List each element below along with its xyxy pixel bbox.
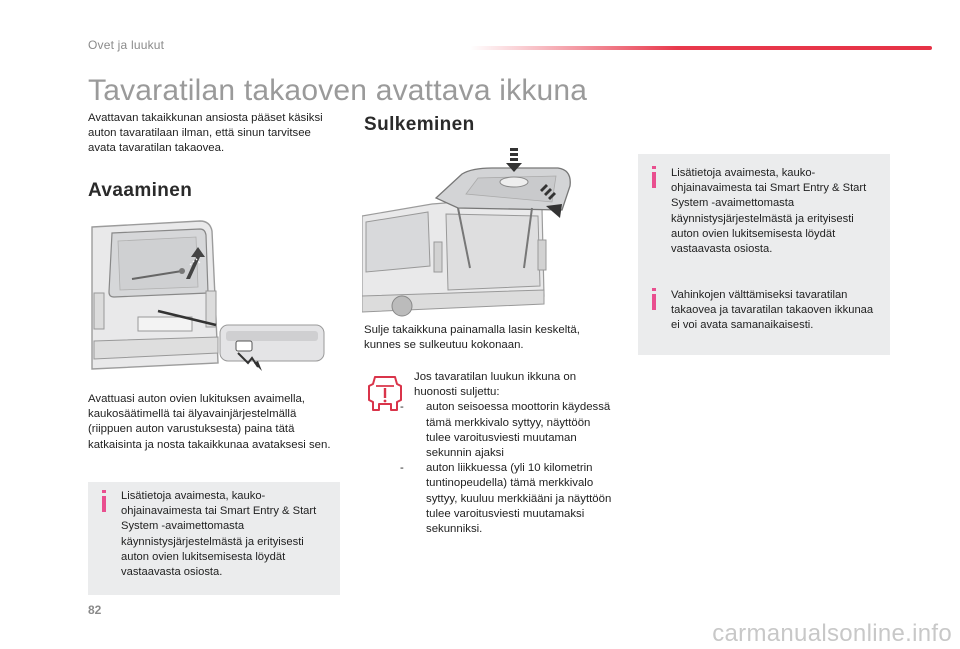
right-info-text-1: Lisätietoja avaimesta, kauko-ohjainavaimesta tai Smart Entry & Start System -avaimettomasta käynnistysjärjestelmästä ja erityisesti auton ovien lukitsemisesta löydät vastaavasta osiosta. xyxy=(671,167,867,256)
closing-warning xyxy=(400,370,620,537)
info-icon xyxy=(100,490,108,512)
opening-info-box xyxy=(88,482,340,595)
heading-closing: Sulkeminen xyxy=(364,114,475,135)
info-icon xyxy=(650,166,658,188)
watermark: carmanualsonline.info xyxy=(712,620,952,647)
closing-illustration xyxy=(362,146,618,318)
right-info-box xyxy=(638,154,890,355)
page-number: 82 xyxy=(88,603,102,617)
warning-list xyxy=(400,400,618,537)
opening-info-text: Lisätietoja avaimesta, kauko-ohjainavaimesta tai Smart Entry & Start System -avaimettomasta käynnistysjärjestelmästä ja erityisesti auton ovien lukitsemisesta löydät vastaavasta osiosta. xyxy=(121,490,317,579)
intro-paragraph: Avattavan takaikkunan ansiosta pääset käsiksi auton tavaratilaan ilman, että sinun tarvitsee avata tavaratilan takaovea. xyxy=(88,112,323,155)
info-icon xyxy=(650,288,658,310)
header-accent-rule xyxy=(470,46,932,50)
heading-opening: Avaaminen xyxy=(88,180,193,201)
warning-intro: Jos tavaratilan luukun ikkuna on huonosti suljettu: xyxy=(414,371,577,399)
section-label: Ovet ja luukut xyxy=(88,38,165,52)
opening-paragraph: Avattuasi auton ovien lukituksen avaimella, kaukosäätimellä tai älyavainjärjestelmällä (riippuen auton varustuksesta) paina tätä katkaisinta ja nosta takaikkunaa avataksesi sen. xyxy=(88,393,331,451)
page-title: Tavaratilan takaoven avattava ikkuna xyxy=(88,74,588,107)
warning-car-icon xyxy=(367,374,403,414)
list-item: - auton liikkuessa (yli 10 kilometrin tuntinopeudella) tämä merkkivalo syttyy, kuuluu merkkiääni ja näyttöön tulee varoitusviesti muutamaksi sekunniksi. xyxy=(400,462,612,536)
list-item: - auton seisoessa moottorin käydessä tämä merkkivalo syttyy, näyttöön tulee varoitusviesti muutaman sekunnin ajaksi xyxy=(400,401,611,460)
closing-paragraph: Sulje takaikkuna painamalla lasin keskeltä, kunnes se sulkeutuu kokonaan. xyxy=(364,324,580,352)
right-info-text-2: Vahinkojen välttämiseksi tavaratilan takaovea ja tavaratilan takaoven ikkunaa ei voi avata samanaikaisesti. xyxy=(671,289,874,332)
opening-illustration xyxy=(88,213,340,375)
